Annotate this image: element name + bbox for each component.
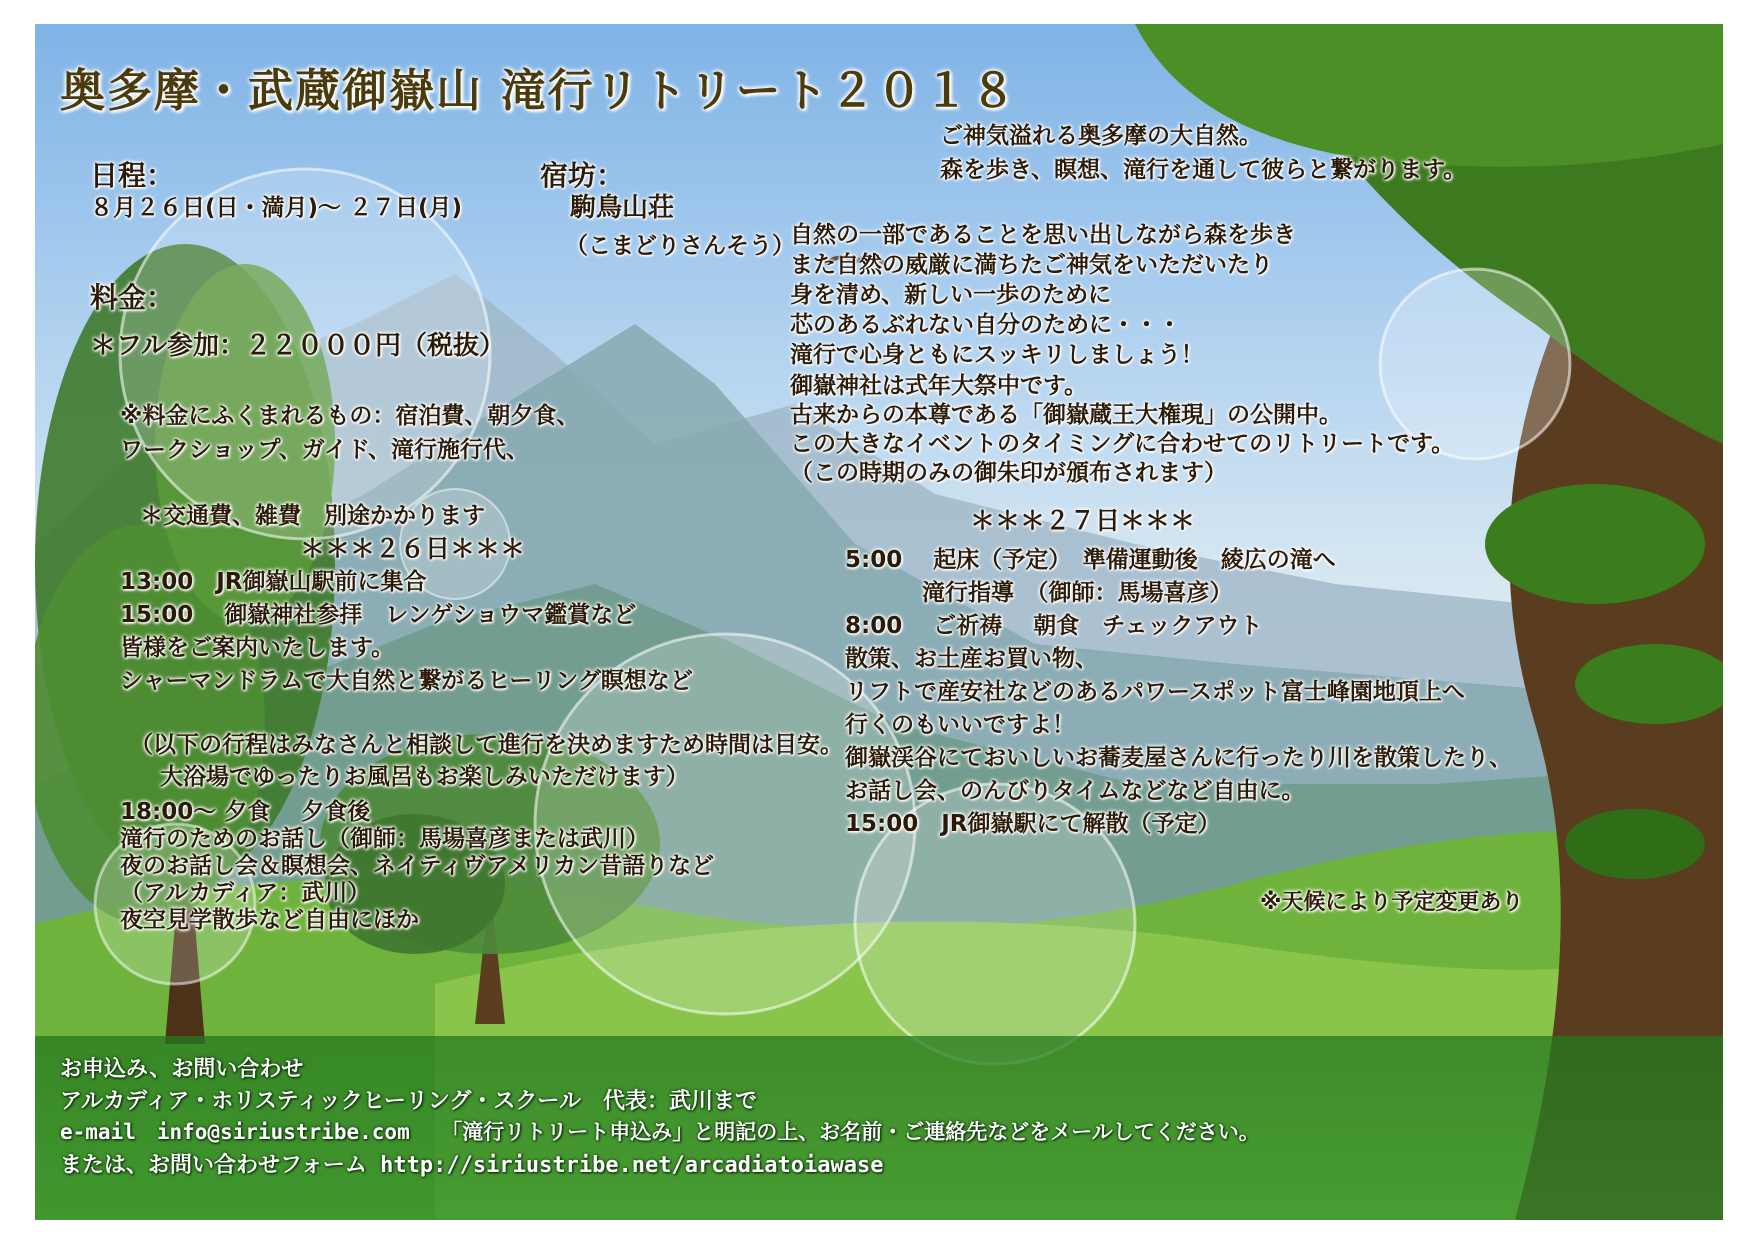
day26-line: シャーマンドラムで大自然と繋がるヒーリング瞑想など xyxy=(120,668,693,694)
lodging-reading: （こまどりさんそう） xyxy=(565,233,795,259)
body-text xyxy=(790,220,1296,370)
day27-line: 滝行指導 （御師：馬場喜彦） xyxy=(845,580,1233,606)
evening-line: 夜のお話し会＆瞑想会、ネイティヴアメリカン昔語りなど xyxy=(120,853,715,879)
intro-line-2: 森を歩き、瞑想、滝行を通して彼らと繋がります。 xyxy=(940,157,1467,183)
retreat-flyer xyxy=(35,24,1723,1220)
evening-line: 18:00～ 夕食 夕食後 xyxy=(120,799,371,825)
contact-line-4: または、お問い合わせフォーム http://siriustribe.net/arcadiatoiawase xyxy=(60,1153,884,1178)
day26-schedule xyxy=(120,566,693,698)
contact-line-3: e-mail info@siriustribe.com 「滝行リトリート申込み」と明記の上、お名前・ご連絡先などをメールしてください。 xyxy=(60,1120,1260,1144)
day27-line: 御嶽渓谷にておいしいお蕎麦屋さんに行ったり川を散策したり、 xyxy=(845,745,1512,771)
day27-line: 15:00 JR御嶽駅にて解散（予定） xyxy=(845,811,1221,837)
contact-line-1: お申込み、お問い合わせ xyxy=(60,1057,304,1082)
day26-heading: ＊＊＊２６日＊＊＊ xyxy=(300,534,526,563)
fee-includes-2: ワークショップ、ガイド、滝行施行代、 xyxy=(120,437,529,463)
day26-line: 15:00 御嶽神社参拝 レンゲショウマ鑑賞など xyxy=(120,602,637,628)
day27-line: 散策、お土産お買い物、 xyxy=(845,646,1098,672)
body-line: 自然の一部であることを思い出しながら森を歩き xyxy=(790,222,1296,248)
fee-extra: ＊交通費、雑費 別途かかります xyxy=(140,503,485,529)
body-line: 滝行で心身ともにスッキリしましょう！ xyxy=(790,342,1204,368)
page-title: 奥多摩・武蔵御嶽山 滝行リトリート２０１８ xyxy=(60,64,1018,117)
lodging-heading: 宿坊： xyxy=(540,159,625,192)
fee-includes-1: ※料金にふくまれるもの：宿泊費、朝夕食、 xyxy=(120,403,580,429)
evening-line: （アルカディア：武川） xyxy=(120,880,371,906)
day26-note-1: （以下の行程はみなさんと相談して進行を決めますため時間は目安。 xyxy=(130,732,843,758)
lodging-name: 駒鳥山荘 xyxy=(570,193,675,223)
day27-schedule xyxy=(845,544,1512,841)
shrine-line: この大きなイベントのタイミングに合わせてのリトリートです。 xyxy=(790,431,1455,457)
shrine-line: 古来からの本尊である「御嶽蔵王大権現」の公開中。 xyxy=(790,402,1342,428)
day26-line: 13:00 JR御嶽山駅前に集合 xyxy=(120,569,427,595)
fee-heading: 料金： xyxy=(90,281,175,314)
evening-line: 滝行のためのお話し（御師：馬場喜彦または武川） xyxy=(120,826,649,852)
day27-line: お話し会、のんびりタイムなどなど自由に。 xyxy=(845,778,1305,804)
day26-evening xyxy=(120,799,714,934)
shrine-line: （この時期のみの御朱印が頒布されます） xyxy=(790,460,1227,486)
day27-heading: ＊＊＊２７日＊＊＊ xyxy=(970,506,1196,535)
schedule-heading: 日程： xyxy=(90,159,175,192)
day27-line: リフトで産安社などのあるパワースポット富士峰園地頂上へ xyxy=(845,679,1465,705)
schedule-dates: ８月２６日(日・満月)～ ２７日(月) xyxy=(90,195,463,221)
day27-line: 5:00 起床（予定） 準備運動後 綾広の滝へ xyxy=(845,547,1336,573)
fee-full: ＊フル参加：２２０００円（税抜） xyxy=(90,331,505,361)
day26-line: 皆様をご案内いたします。 xyxy=(120,635,395,661)
shrine-line: 御嶽神社は式年大祭中です。 xyxy=(790,373,1088,399)
day27-line: 8:00 ご祈祷 朝食 チェックアウト xyxy=(845,613,1263,639)
intro-line-1: ご神気溢れる奥多摩の大自然。 xyxy=(940,123,1262,149)
contact-footer xyxy=(35,1036,1723,1220)
day26-note-2: 大浴場でゆったりお風呂もお楽しみいただけます） xyxy=(160,764,689,790)
body-line: また自然の威厳に満ちたご神気をいただいたり xyxy=(790,252,1273,278)
day27-line: 行くのもいいですよ！ xyxy=(845,712,1075,738)
evening-line: 夜空見学散歩など自由にほか xyxy=(120,907,419,933)
body-line: 身を清め、新しい一歩のために xyxy=(790,282,1112,308)
shrine-text xyxy=(790,372,1454,488)
body-line: 芯のあるぶれない自分のために・・・ xyxy=(790,312,1181,338)
weather-note: ※天候により予定変更あり xyxy=(1260,890,1524,915)
contact-line-2: アルカディア・ホリスティックヒーリング・スクール 代表：武川まで xyxy=(60,1089,757,1114)
